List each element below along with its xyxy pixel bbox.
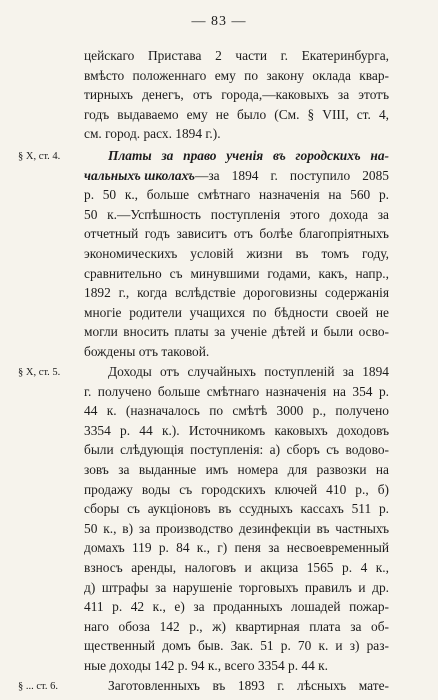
- text-line: г. получено больше смѣтнаго назначенія на 354 р.: [84, 383, 389, 399]
- margin-note: § ... ст. 6.: [18, 681, 58, 692]
- text-line: ные доходы 142 р. 94 к., всего 3354 р. 44 к.: [84, 658, 328, 673]
- text-line: щественный домъ быв. Зак. 51 р. 70 к. и з) раз-: [84, 638, 389, 654]
- text-line: 411 р. 42 к., е) за проданныхъ лошадей пожар-: [84, 599, 389, 615]
- margin-note: § X, ст. 4.: [18, 151, 61, 162]
- text-line: бождены отъ таковой.: [84, 344, 210, 359]
- text-line: были слѣдующія поступленія: а) сборъ съ водово-: [84, 442, 389, 458]
- text-line: многіе родители учащихся по бѣдности своей не: [84, 304, 389, 320]
- text-line: д) штрафы за нарушеніе торговыхъ правилъ и др.: [84, 579, 389, 595]
- text-line: зовъ за выданные имъ номера для развозки на: [84, 462, 389, 477]
- page-number: — 83 —: [191, 14, 247, 29]
- margin-note: § X, ст. 5.: [18, 367, 61, 378]
- text-line: продажу воды съ городскихъ ключей 410 р., б): [84, 481, 389, 497]
- text-line: домахъ 119 р. 84 к., г) пеня за несвоевременный: [84, 540, 389, 556]
- text-line: Доходы отъ случайныхъ поступленій за 1894: [108, 364, 389, 379]
- text-line: 50 к.—Успѣшность поступленія этого дохода за: [84, 206, 389, 222]
- text-line: р. 50 к., больше смѣтнаго назначенія на 560 р.: [84, 187, 389, 203]
- text-line: сравнительно съ минувшими годами, какъ, напр.,: [84, 265, 389, 281]
- text-line: 44 к. (назначалось по смѣтѣ 3000 р., получено: [84, 403, 389, 419]
- text-line: могли вносить платы за ученіе дѣтей и были осво-: [84, 324, 389, 340]
- text-fragment: —за 1894 г. поступило 2085: [194, 167, 389, 183]
- text-line: экономическихъ условій жизни въ томъ году,: [84, 246, 389, 261]
- text-line: Заготовленныхъ въ 1893 г. лѣсныхъ мате-: [108, 678, 389, 693]
- text-line: наго обоза 142 р., ж) квартирная плата за об-: [84, 618, 389, 634]
- section-heading-continued: чальныхъ школахъ: [84, 167, 195, 183]
- text-line: тирныхъ денегъ, отъ города,—каковыхъ за этотъ: [84, 87, 389, 103]
- text-line: вмѣсто положеннаго ему по закону оклада квар-: [84, 67, 389, 83]
- text-line: 3354 р. 44 к.). Источникомъ каковыхъ доходовъ: [84, 422, 389, 438]
- text-line: взносъ аренды, налоговъ и акциза 1565 р. 4 к.,: [84, 560, 389, 575]
- text-line: сборы съ аукціоновъ въ ссудныхъ кассахъ 511 р.: [84, 501, 389, 517]
- text-line: годъ выдаваемо ему не было (См. § VIII, ст. 4,: [84, 106, 389, 122]
- section-heading: Платы за право ученія въ городскихъ на-: [108, 148, 389, 163]
- text-line-mixed: [84, 166, 389, 186]
- text-line: цейскаго Пристава 2 части г. Екатеринбурга,: [84, 48, 389, 63]
- text-line: 50 к., в) за производство дезинфекціи въ частныхъ: [84, 520, 389, 536]
- text-line: отчетный годъ зависитъ отъ болѣе благопріятныхъ: [84, 226, 389, 242]
- text-line: 1892 г., когда вслѣдствіе дороговизны содержанія: [84, 285, 389, 301]
- text-line: см. город. расх. 1894 г.).: [84, 126, 221, 142]
